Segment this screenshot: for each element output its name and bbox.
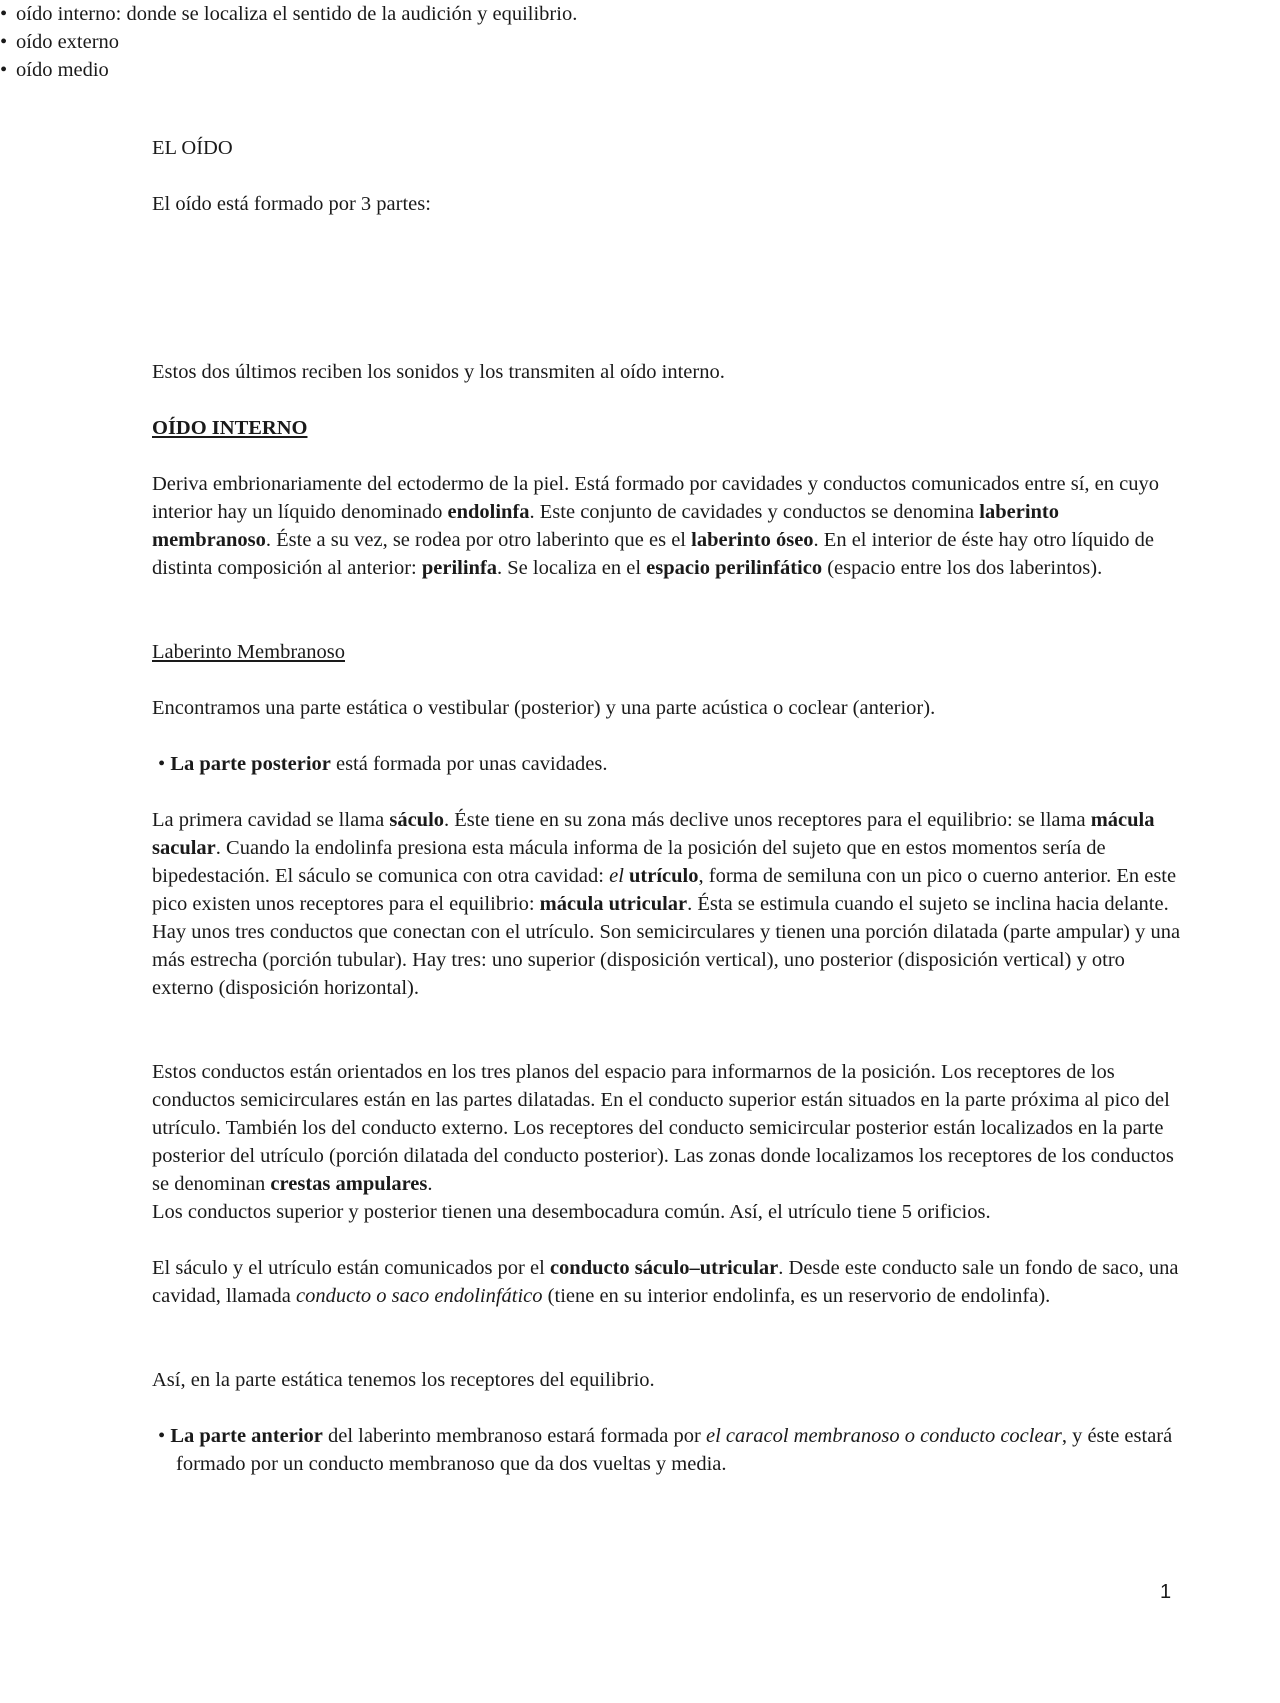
list-item: • oído interno: donde se localiza el sentido de la audición y equilibrio.: [0, 0, 900, 28]
list-item: • oído medio: [0, 56, 900, 84]
ear-parts-list: [0, 0, 900, 84]
bullet-icon: •: [158, 753, 166, 775]
bullet-icon: •: [0, 3, 8, 25]
bullet-icon: •: [0, 31, 8, 53]
transmit-paragraph: Estos dos últimos reciben los sonidos y los transmiten al oído interno.: [152, 361, 725, 383]
orificios-paragraph: Los conductos superior y posterior tienen una desembocadura común. Así, el utrículo tiene 5 orificios.: [152, 1201, 991, 1223]
saculo-paragraph: La primera cavidad se llama sáculo. Éste tiene en su zona más declive unos receptores para el equilibrio: se llama mácula sacular. Cuando la endolinfa presiona esta mácula informa de la posición del sujeto que en estos momentos sería de bipedestación. El sáculo se comunica con otra cavidad: el utrículo, forma de semiluna con un pico o cuerno anterior. En este pico existen unos receptores para el equilibrio: mácula utricular. Ésta se estimula cuando el sujeto se inclina hacia delante. Hay unos tres conductos que conectan con el utrículo. Son semicirculares y tienen una porción dilatada (parte ampular) y una más estrecha (porción tubular). Hay tres: uno superior (disposición vertical), uno posterior (disposición vertical) y otro externo (disposición horizontal).: [152, 809, 1181, 999]
page-number: 1: [1160, 1581, 1172, 1603]
subsection-heading-laberinto: Laberinto Membranoso: [152, 641, 345, 663]
estatica-paragraph: Así, en la parte estática tenemos los receptores del equilibrio.: [152, 1369, 655, 1391]
saculo-utricular-paragraph: El sáculo y el utrículo están comunicados por el conducto sáculo–utricular. Desde este conducto sale un fondo de saco, una cavidad, llamada conducto o saco endolinfático (tiene en su interior endolinfa, es un reservorio de endolinfa).: [152, 1257, 1179, 1307]
conductos-paragraph: Estos conductos están orientados en los tres planos del espacio para informarnos de la posición. Los receptores de los conductos semicirculares están en las partes dilatadas. En el conducto superior están situados en la parte próxima al pico del utrículo. También los del conducto externo. Los receptores del conducto semicircular posterior están localizados en la parte posterior del utrículo (porción dilatada del conducto posterior). Las zonas donde localizamos los receptores de los conductos se denominan crestas ampulares.: [152, 1061, 1174, 1195]
bullet-parte-anterior: • La parte anterior del laberinto membranoso estará formada por el caracol membranoso o conducto coclear, y éste estará formado por un conducto membranoso que da dos vueltas y media.: [158, 1425, 1173, 1475]
section-heading-oido-interno: OÍDO INTERNO: [152, 417, 308, 439]
bullet-parte-posterior: • La parte posterior está formada por unas cavidades.: [158, 753, 608, 775]
deriva-paragraph: Deriva embrionariamente del ectodermo de la piel. Está formado por cavidades y conductos comunicados entre sí, en cuyo interior hay un líquido denominado endolinfa. Este conjunto de cavidades y conductos se denomina laberinto membranoso. Éste a su vez, se rodea por otro laberinto que es el laberinto óseo. En el interior de éste hay otro líquido de distinta composición al anterior: perilinfa. Se localiza en el espacio perilinfático (espacio entre los dos laberintos).: [152, 473, 1159, 579]
list-item: • oído externo: [0, 28, 900, 56]
document-title: EL OÍDO: [152, 137, 233, 159]
bullet-icon: •: [158, 1425, 166, 1447]
encontramos-paragraph: Encontramos una parte estática o vestibular (posterior) y una parte acústica o coclear (anterior).: [152, 697, 936, 719]
bullet-icon: •: [0, 59, 8, 81]
intro-paragraph: El oído está formado por 3 partes:: [152, 193, 431, 215]
